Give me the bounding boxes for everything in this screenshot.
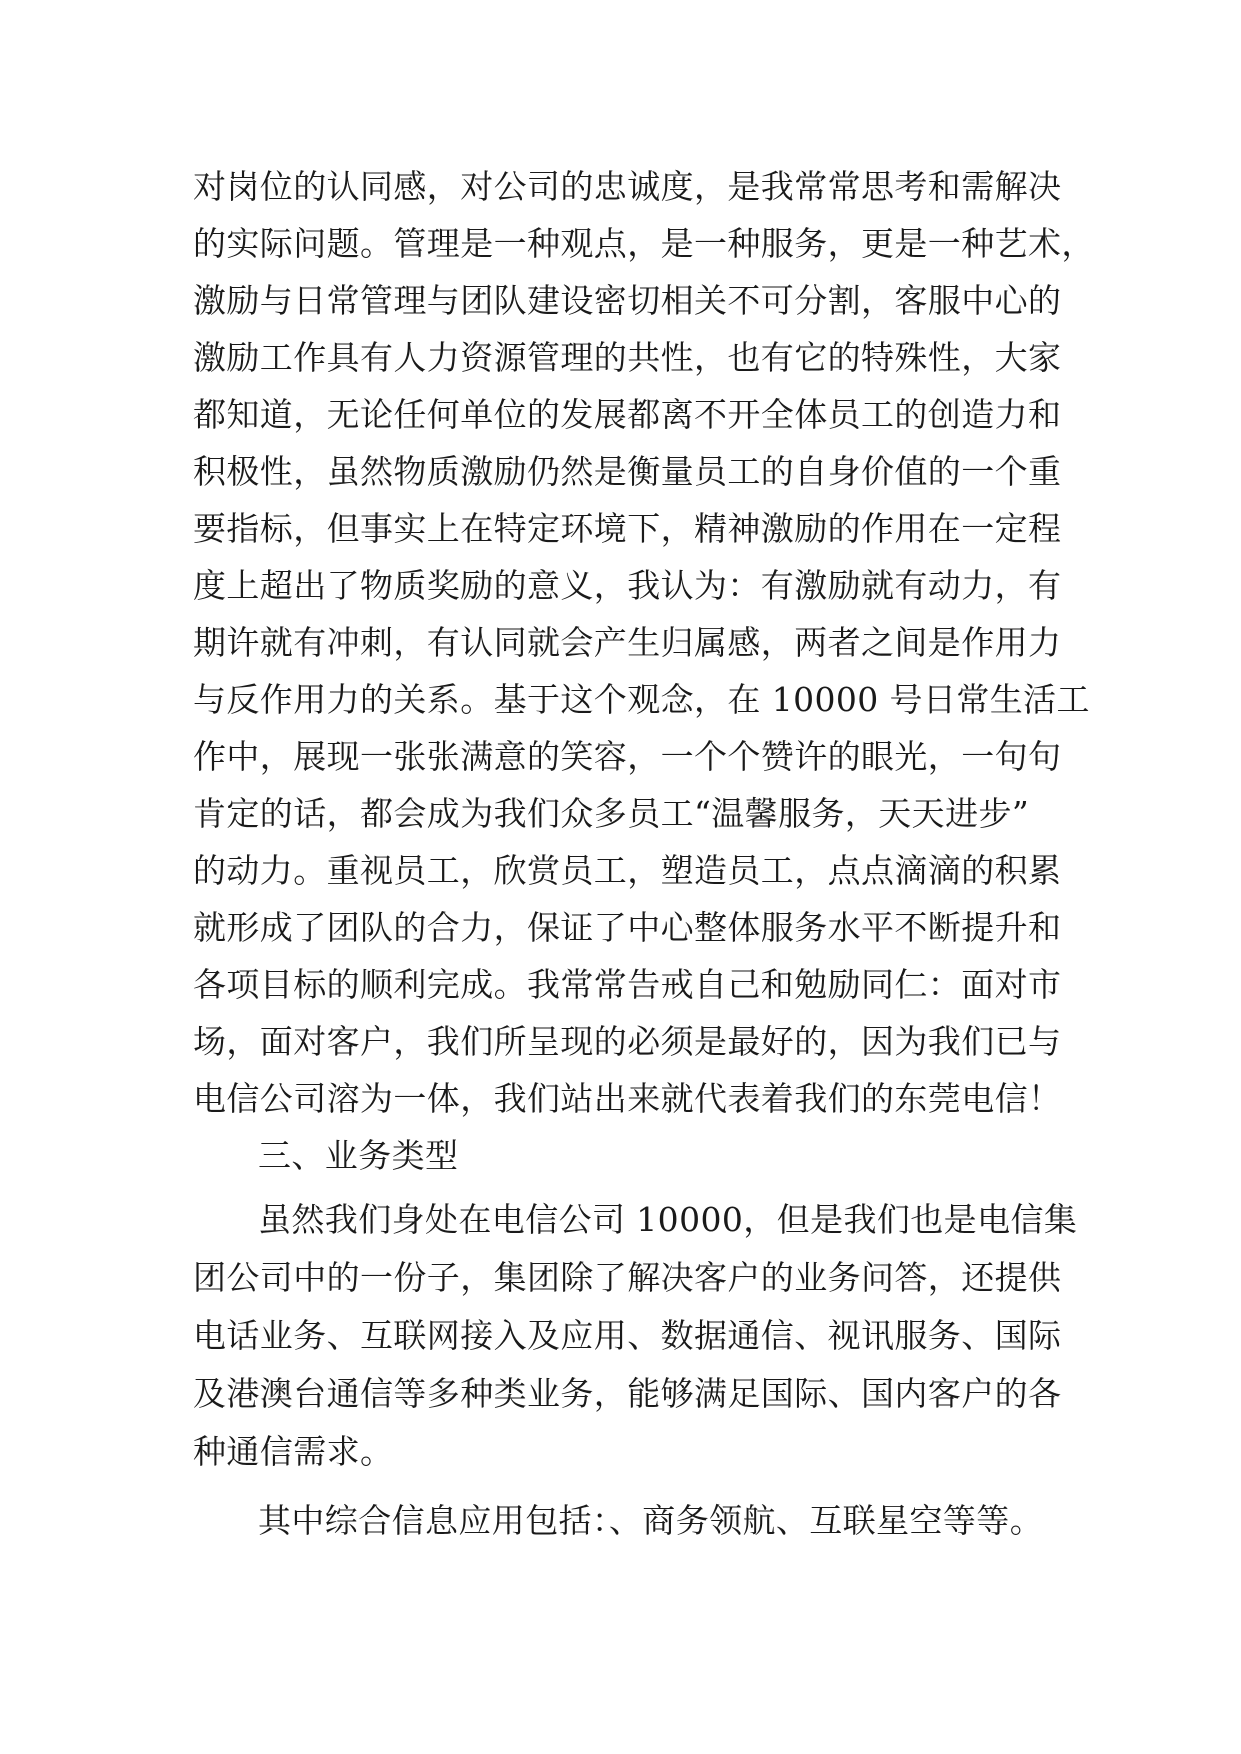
body-text-line: 积极性，虽然物质激励仍然是衡量员工的自身价值的一个重: [193, 452, 1062, 491]
body-text-line: 各项目标的顺利完成。我常常告戒自己和勉励同仁：面对市: [193, 965, 1062, 1004]
body-text-line: 虽然我们身处在电信公司 10000，但是我们也是电信集: [258, 1200, 1078, 1239]
body-text-line: 及港澳台通信等多种类业务，能够满足国际、国内客户的各: [193, 1374, 1062, 1413]
body-text-line: 场，面对客户，我们所呈现的必须是最好的，因为我们已与: [193, 1022, 1062, 1061]
body-text-line: 种通信需求。: [193, 1432, 394, 1471]
body-text-line: 作中，展现一张张满意的笑容，一个个赞许的眼光，一句句: [193, 737, 1062, 776]
body-text-line: 激励与日常管理与团队建设密切相关不可分割，客服中心的: [193, 281, 1062, 320]
body-text-line: 肯定的话，都会成为我们众多员工“温馨服务，天天进步”: [193, 794, 1030, 833]
body-text-line: 电信公司溶为一体，我们站出来就代表着我们的东莞电信！: [193, 1079, 1062, 1118]
body-text-line: 团公司中的一份子，集团除了解决客户的业务问答，还提供: [193, 1258, 1062, 1297]
body-text-line: 要指标，但事实上在特定环境下，精神激励的作用在一定程: [193, 509, 1062, 548]
body-text-line: 期许就有冲刺，有认同就会产生归属感，两者之间是作用力: [193, 623, 1062, 662]
body-text-line: 就形成了团队的合力，保证了中心整体服务水平不断提升和: [193, 908, 1062, 947]
body-text-line: 激励工作具有人力资源管理的共性，也有它的特殊性，大家: [193, 338, 1062, 377]
section-heading: 三、业务类型: [258, 1136, 459, 1175]
body-text-line: 的实际问题。管理是一种观点，是一种服务，更是一种艺术，: [193, 224, 1095, 263]
body-text-line: 的动力。重视员工，欣赏员工，塑造员工，点点滴滴的积累: [193, 851, 1062, 890]
body-text-line: 度上超出了物质奖励的意义，我认为：有激励就有动力，有: [193, 566, 1062, 605]
body-text-line: 对岗位的认同感，对公司的忠诚度，是我常常思考和需解决: [193, 167, 1062, 206]
body-text-line: 电话业务、互联网接入及应用、数据通信、视讯服务、国际: [193, 1316, 1062, 1355]
body-text-line: 都知道，无论任何单位的发展都离不开全体员工的创造力和: [193, 395, 1062, 434]
body-text-line: 其中综合信息应用包括：、商务领航、互联星空等等。: [258, 1501, 1044, 1540]
body-text-line: 与反作用力的关系。基于这个观念，在 10000 号日常生活工: [193, 680, 1090, 719]
